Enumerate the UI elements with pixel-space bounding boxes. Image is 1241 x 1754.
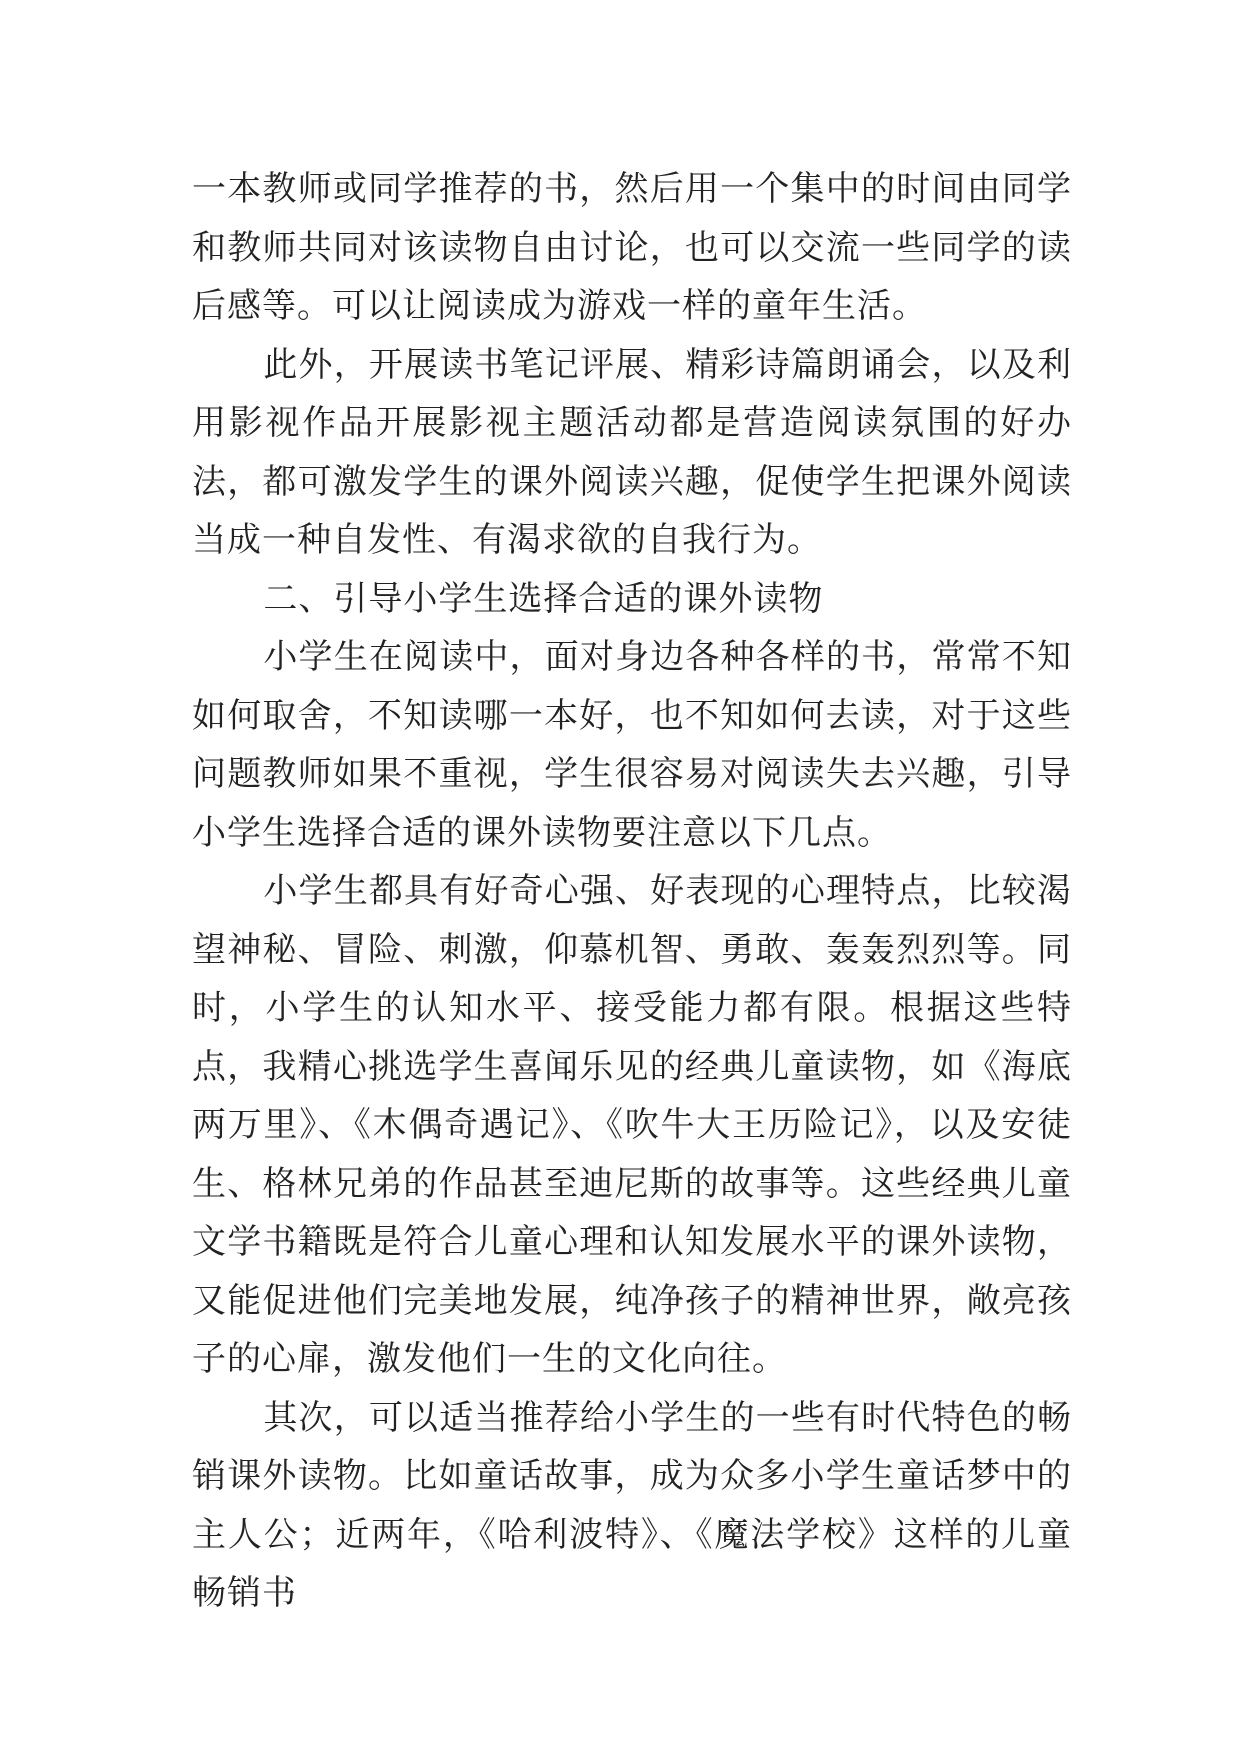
paragraph-1: 一本教师或同学推荐的书，然后用一个集中的时间由同学和教师共同对该读物自由讨论，也可以交流一些同学的读后感等。可以让阅读成为游戏一样的童年生活。: [192, 169, 1072, 326]
paragraph-2: 此外，开展读书笔记评展、精彩诗篇朗诵会，以及利用影视作品开展影视主题活动都是营造阅读氛围的好办法，都可激发学生的课外阅读兴趣，促使学生把课外阅读当成一种自发性、有渴求欲的自我行为。: [192, 344, 1072, 560]
section-heading: 二、引导小学生选择合适的课外读物: [263, 578, 824, 619]
paragraph-3: 小学生在阅读中，面对身边各种各样的书，常常不知如何取舍，不知读哪一本好，也不知如何去读，对于这些问题教师如果不重视，学生很容易对阅读失去兴趣，引导小学生选择合适的课外读物要注意以下几点。: [192, 637, 1072, 853]
document-body: [192, 160, 1072, 1623]
paragraph-5: 其次，可以适当推荐给小学生的一些有时代特色的畅销课外读物。比如童话故事，成为众多小学生童话梦中的主人公；近两年，《哈利波特》、《魔法学校》这样的儿童畅销书: [192, 1397, 1072, 1613]
paragraph-4: 小学生都具有好奇心强、好表现的心理特点，比较渴望神秘、冒险、刺激，仰慕机智、勇敢、轰轰烈烈等。同时，小学生的认知水平、接受能力都有限。根据这些特点，我精心挑选学生喜闻乐见的经典儿童读物，如《海底两万里》、《木偶奇遇记》、《吹牛大王历险记》，以及安徒生、格林兄弟的作品甚至迪尼斯的故事等。这些经典儿童文学书籍既是符合儿童心理和认知发展水平的课外读物，又能促进他们完美地发展，纯净孩子的精神世界，敞亮孩子的心扉，激发他们一生的文化向往。: [192, 871, 1072, 1379]
